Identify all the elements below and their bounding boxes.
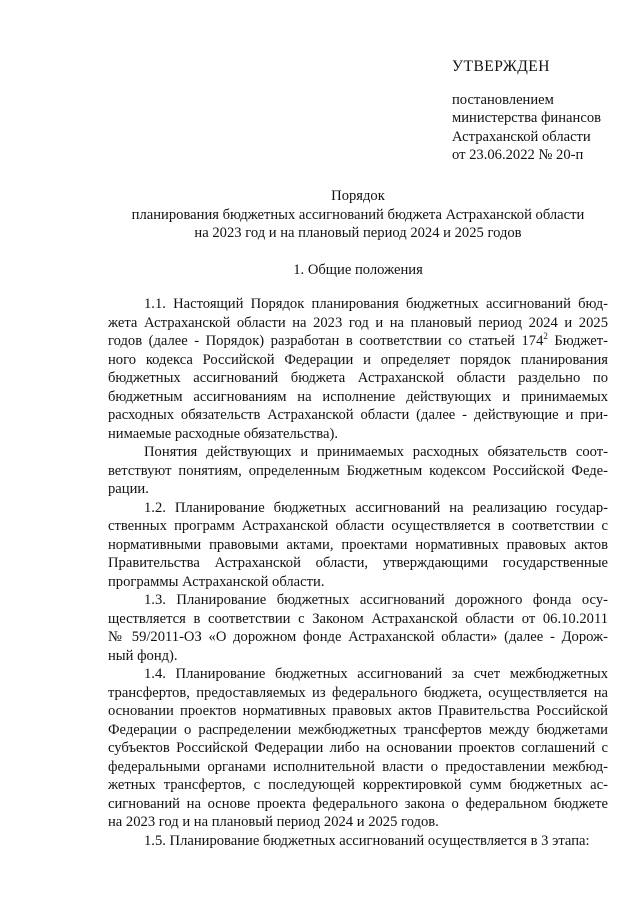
text-line: ветствуют понятиям, определенным Бюджетным кодексом Российской Феде- bbox=[108, 462, 608, 479]
text-line: Понятия действующих и принимаемых расходных обязательств соот- bbox=[144, 444, 608, 460]
text-line: ществляется в соответствии с Законом Астраханской области от 06.10.2011 bbox=[108, 610, 608, 627]
approval-heading: УТВЕРЖДЕН bbox=[452, 58, 550, 75]
text-line: жета Астраханской области на 2023 год и на плановый период 2024 и 2025 bbox=[108, 314, 608, 331]
section-heading: 1. Общие положения bbox=[293, 262, 423, 278]
text-line: субъектов Российской Федерации либо на основании проектов соглашений с bbox=[108, 740, 608, 756]
text-line: ственных программ Астраханской области осуществляется в соответствии с bbox=[108, 518, 608, 534]
text-line: федеральными органами исполнительной власти о предоставлении межбюд- bbox=[108, 758, 608, 775]
title-line: на 2023 год и на плановый период 2024 и 2025 годов bbox=[194, 225, 522, 241]
text-line: № 59/2011-ОЗ «О дорожном фонде Астраханской области» (далее - Дорож- bbox=[108, 629, 608, 645]
text-line: основании проектов нормативных правовых актов Правительства Российской bbox=[108, 703, 608, 719]
text-line: Федерации о распределении межбюджетных трансфертов между бюджетами bbox=[108, 721, 608, 738]
text-line: 1.2. Планирование бюджетных ассигнований на реализацию государ- bbox=[144, 499, 608, 516]
paragraph-1-1-note bbox=[108, 443, 608, 499]
text-line: программы Астраханской области. bbox=[108, 573, 325, 590]
paragraph-1-1 bbox=[108, 295, 608, 443]
paragraph-1-4 bbox=[108, 665, 608, 832]
document-title bbox=[108, 187, 608, 243]
text-fragment: Бюджет- bbox=[547, 333, 608, 349]
text-line: жетных трансфертов, с последующей корректировкой сумм бюджетных ас- bbox=[108, 777, 608, 793]
document-body bbox=[108, 295, 608, 850]
text-line: Правительства Астраханской области, утверждающими государственные bbox=[108, 555, 608, 571]
paragraph-1-2 bbox=[108, 499, 608, 592]
text-line: 1.4. Планирование бюджетных ассигнований за счет межбюджетных bbox=[144, 666, 608, 682]
title-line: планирования бюджетных ассигнований бюджета Астраханской области bbox=[131, 206, 585, 223]
text-line: бюджетным ассигнованиям на исполнение действующих и принимаемых bbox=[108, 388, 608, 405]
text-line: бюджетных ассигнований бюджета Астраханской области раздельно по bbox=[108, 370, 608, 386]
text-line: расходных обязательств Астраханской области (далее - действующие и при- bbox=[108, 407, 608, 423]
approval-line: Астраханской области bbox=[452, 128, 591, 145]
text-line: рации. bbox=[108, 481, 149, 497]
text-line: 1.5. Планирование бюджетных ассигнований осуществляется в 3 этапа: bbox=[144, 832, 590, 849]
text-line: 1.3. Планирование бюджетных ассигнований дорожного фонда осу- bbox=[144, 592, 608, 608]
superscript: 2 bbox=[543, 331, 548, 341]
title-line: Порядок bbox=[331, 188, 385, 204]
paragraph-1-3 bbox=[108, 591, 608, 665]
text-line: сигнований на основе проекта федерального закона о федеральном бюджете bbox=[108, 795, 608, 812]
text-line: нормативными правовыми актами, проектами нормативных правовых актов bbox=[108, 536, 608, 553]
approval-date-line: от 23.06.2022 № 20-п bbox=[452, 147, 584, 163]
approval-line: постановлением bbox=[452, 91, 554, 108]
approval-line: министерства финансов bbox=[452, 110, 602, 126]
text-line: трансфертов, предоставляемых из федерального бюджета, осуществляется на bbox=[108, 684, 608, 701]
text-line: нимаемые расходные обязательства). bbox=[108, 425, 338, 442]
text-line: ный фонд). bbox=[108, 647, 178, 664]
paragraph-1-5 bbox=[108, 832, 608, 851]
text-line: на 2023 год и на плановый период 2024 и 2025 годов. bbox=[108, 814, 439, 830]
text-line: 1.1. Настоящий Порядок планирования бюджетных ассигнований бюд- bbox=[144, 296, 608, 312]
text-line: ного кодекса Российской Федерации и определяет порядок планирования bbox=[108, 351, 608, 368]
text-fragment: годов (далее - Порядок) разработан в соответствии со статьей 174 bbox=[108, 333, 544, 349]
text-line bbox=[108, 332, 608, 351]
approval-stamp bbox=[452, 58, 632, 165]
